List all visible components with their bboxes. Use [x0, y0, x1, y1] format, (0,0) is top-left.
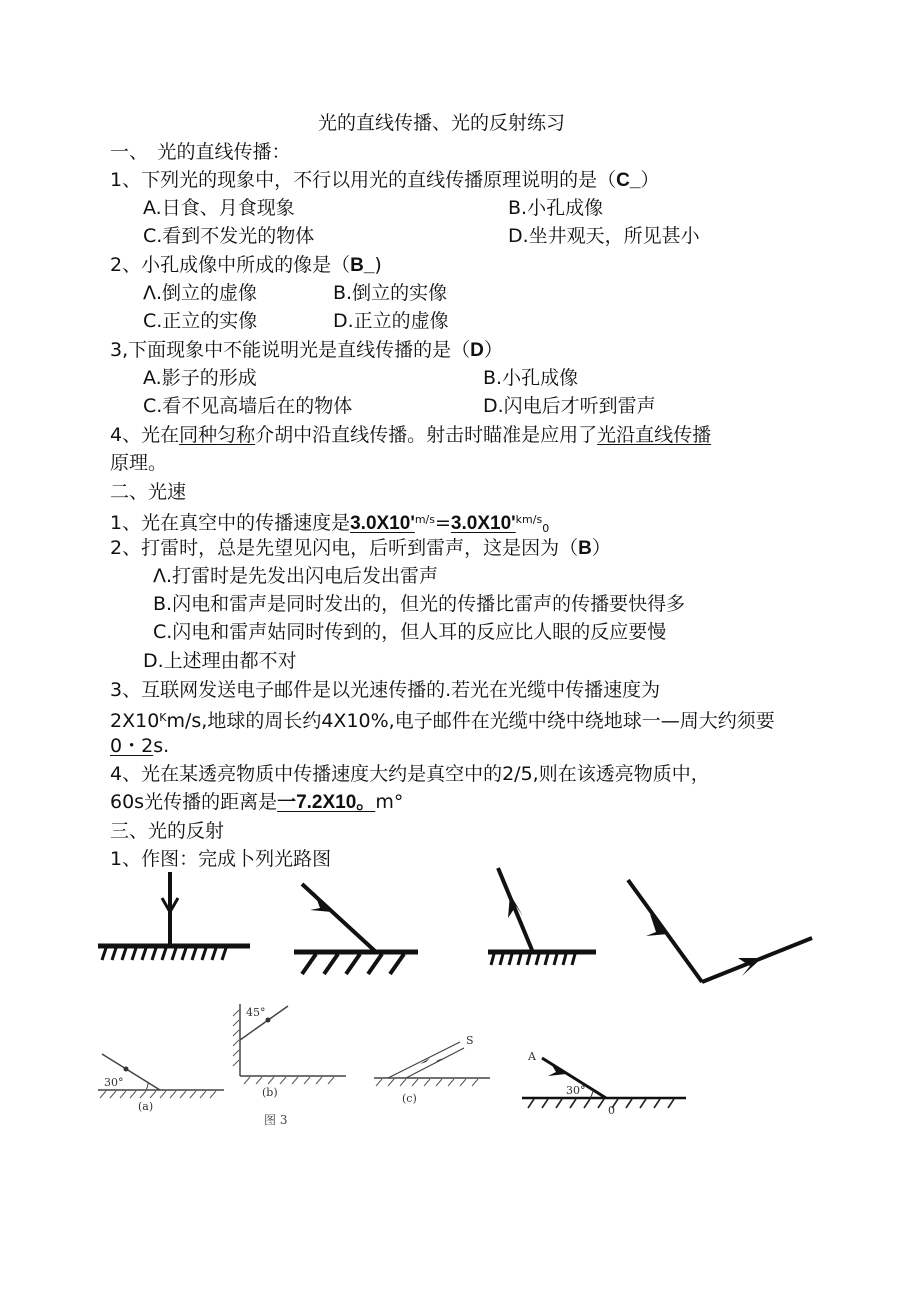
- figure-4-two-rays: [622, 874, 822, 994]
- section-3-heading: 三、光的反射: [110, 820, 225, 842]
- s1-q2-option-a: Λ.倒立的虚像: [143, 282, 258, 304]
- fig-b-caption: (b): [262, 1086, 278, 1099]
- s2-q3-answer: 0・2: [110, 735, 154, 757]
- s1-q4-blank1: 同种匀称: [179, 424, 256, 446]
- s1-q2-option-b: B.倒立的实像: [333, 282, 448, 304]
- s1-q4-blank2: 光沿直线传播: [597, 424, 712, 446]
- fig-b-angle-label: 45°: [246, 1006, 266, 1019]
- figure-a-30-degree: [96, 1048, 226, 1118]
- s1-q4-line1: [110, 422, 711, 448]
- s1-q1-option-a: A.日食、月食现象: [143, 197, 295, 219]
- s2-q2-close: ）: [591, 537, 611, 559]
- fig-d-o-label: 0: [608, 1104, 615, 1117]
- s2-q3-line3: [110, 733, 169, 759]
- s3-q1: 1、作图：完成卜列光路图: [110, 848, 332, 870]
- s2-q3-sup: K: [159, 711, 167, 724]
- s2-q4-l2a: 60s光传播的距离是: [110, 791, 278, 813]
- s1-q2-close: ): [374, 254, 382, 276]
- s2-q4-line2: [110, 789, 403, 816]
- fig-a-angle-label: 30°: [104, 1076, 124, 1089]
- s1-q1-option-d: D.坐井观天，所见甚小: [508, 225, 700, 247]
- s1-q1-stem: [110, 167, 659, 194]
- s2-q3-line1: 3、互联网发送电子邮件是以光速传播的.若光在光缆中传播速度为: [110, 679, 661, 701]
- s2-q2-stem: [110, 535, 611, 562]
- s2-q1-unit-1: m∕s: [414, 513, 435, 526]
- s2-q2-option-d: D.上述理由都不对: [143, 650, 297, 672]
- s2-q2-answer: B: [578, 538, 592, 559]
- figure-b-45-degree: [230, 1000, 350, 1099]
- figure-d-30-degree: [520, 1050, 690, 1130]
- s2-q1-equals: =: [435, 512, 451, 534]
- s2-q3-unit: s.: [153, 735, 170, 757]
- section-2-heading: 二、光速: [110, 481, 187, 503]
- s2-q1-text: 1、光在真空中的传播速度是: [110, 512, 351, 534]
- s1-q4-p1: 4、光在: [110, 424, 180, 446]
- fig-d-angle-label: 30°: [566, 1084, 586, 1097]
- s1-q3-option-d: D.闪电后才听到雷声: [483, 395, 656, 417]
- s2-q2-text: 2、打雷时，总是先望见闪电，后听到雷声，这是因为（: [110, 537, 579, 559]
- fig-c-caption: (c): [402, 1092, 417, 1105]
- figure-caption: 图 3: [264, 1113, 288, 1127]
- s1-q2-answer: B_: [350, 255, 375, 276]
- s2-q3-line2: [110, 705, 775, 734]
- s1-q3-option-c: C.看不见高墙后在的物体: [143, 395, 353, 417]
- s2-q1-value-1: 3.0X10': [350, 513, 415, 534]
- s1-q1-text: 1、下列光的现象中，不行以用光的直线传播原理说明的是（: [110, 169, 617, 191]
- s1-q1-answer: C_: [616, 170, 641, 191]
- s2-q1-value-2: 3.0X10': [450, 513, 516, 534]
- s2-q4-answer: 一7.2X10。: [277, 792, 376, 813]
- s2-q3-l2b: m∕s,地球的周长约4X10%,电子邮件在光缆中绕中绕地球一—周大约须要: [166, 710, 775, 732]
- fig-d-a-label: A: [528, 1050, 536, 1063]
- s2-q2-option-c: C.闪电和雷声姑同时传到的，但人耳的反应比人眼的反应要慢: [153, 621, 667, 643]
- s2-q3-l2a: 2X10: [110, 710, 160, 732]
- s2-q1-end: 0: [542, 522, 550, 535]
- figure-1-vertical-ray: [98, 868, 253, 968]
- s2-q1-unit-2: km∕s: [515, 513, 543, 526]
- figure-3-reflected-ray: [488, 866, 598, 966]
- s2-q2-option-a: Λ.打雷时是先发出闪电后发出雷声: [153, 565, 439, 587]
- s2-q2-option-b: B.闪电和雷声是同时发出的，但光的传播比雷声的传播要快得多: [153, 593, 686, 615]
- fig-c-s-label: S: [466, 1034, 474, 1047]
- page-title: 光的直线传播、光的反射练习: [318, 112, 566, 134]
- figure-c-s-point: [372, 1034, 492, 1120]
- s1-q3-text: 3,下面现象中不能说明光是直线传播的是（: [110, 339, 471, 361]
- section-1-heading: 一、 光的直线传播：: [110, 141, 291, 163]
- s1-q2-text: 2、小孔成像中所成的像是（: [110, 254, 351, 276]
- s2-q4-line1: 4、光在某透亮物质中传播速度大约是真空中的2/5,则在该透亮物质中，: [110, 763, 710, 785]
- s2-q4-unit: m°: [375, 791, 404, 813]
- fig-a-caption: (a): [138, 1100, 154, 1113]
- s1-q2-option-c: C.正立的实像: [143, 310, 258, 332]
- s1-q4-p2: 介胡中沿直线传播。射击时瞄准是应用了: [255, 424, 598, 446]
- s1-q1-option-c: C.看到不发光的物体: [143, 225, 315, 247]
- s1-q3-answer: D: [470, 340, 484, 361]
- s1-q3-stem: [110, 337, 503, 364]
- s1-q2-option-d: D.正立的虚像: [333, 310, 449, 332]
- s1-q3-close: ）: [483, 339, 503, 361]
- figure-2-oblique-ray: [292, 878, 422, 978]
- s1-q1-close: ）: [640, 169, 660, 191]
- s1-q4-line2: 原理。: [110, 452, 168, 474]
- s1-q2-stem: [110, 252, 382, 279]
- s1-q1-option-b: B.小孔成像: [508, 197, 604, 219]
- s1-q3-option-b: B.小孔成像: [483, 367, 579, 389]
- s1-q3-option-a: A.影子的形成: [143, 367, 257, 389]
